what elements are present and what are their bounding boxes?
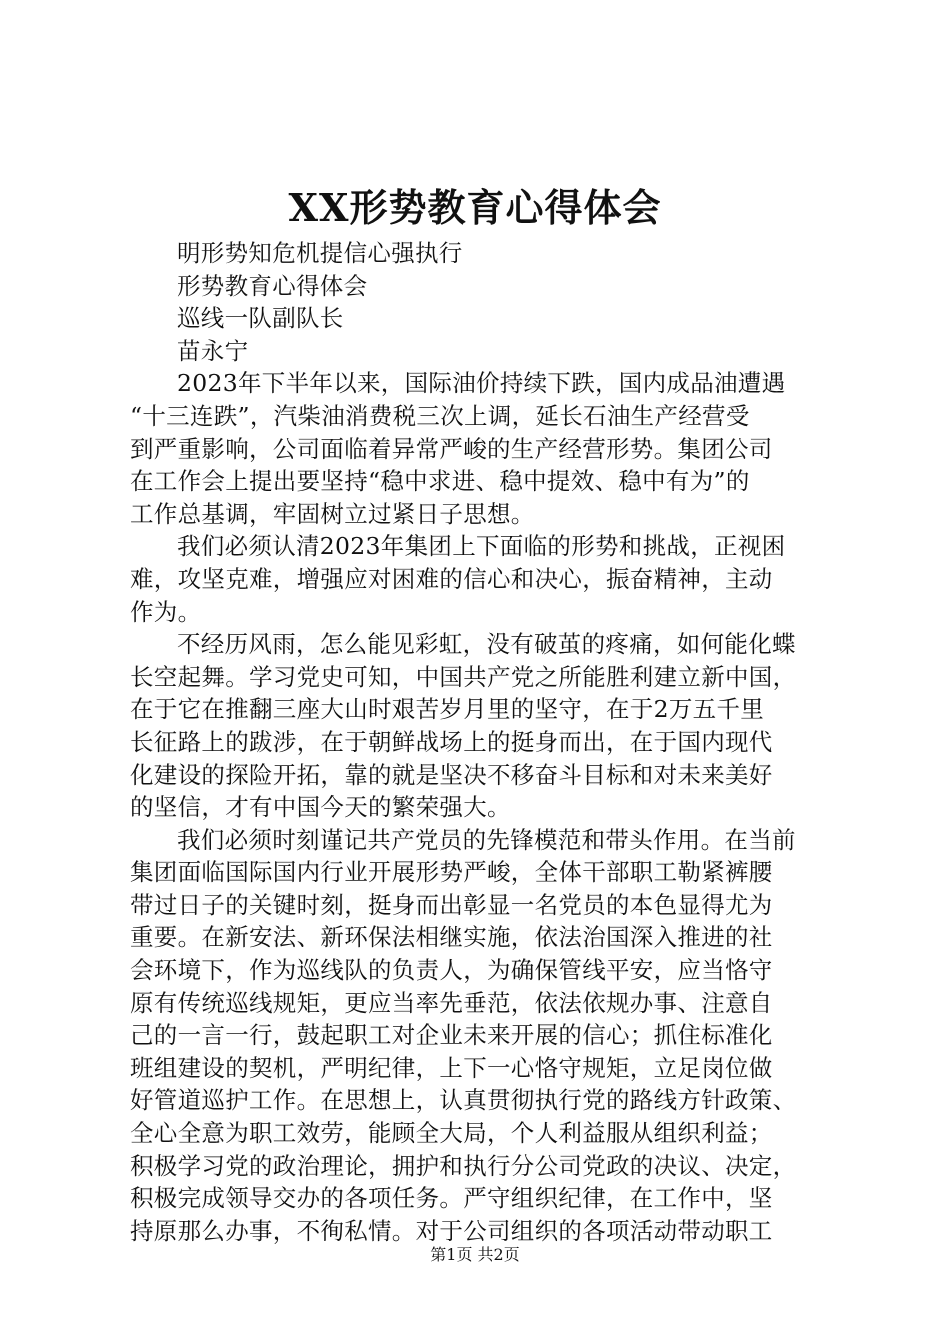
body-line: 巡线一队副队长: [177, 304, 344, 333]
body-line: 会环境下，作为巡线队的负责人，为确保管线平安，应当恪守: [130, 956, 773, 985]
body-line: 形势教育心得体会: [177, 271, 368, 300]
page-footer: 第1页 共2页: [430, 1245, 520, 1264]
body-line: 我们必须认清2023年集团上下面临的形势和挑战，正视困: [177, 532, 786, 561]
body-line: 己的一言一行，鼓起职工对企业未来开展的信心；抓住标准化: [130, 1021, 773, 1050]
document-body: [130, 237, 830, 1247]
body-line: 积极完成领导交办的各项任务。严守组织纪律，在工作中，坚: [130, 1184, 773, 1213]
body-line: 持原那么办事，不徇私情。对于公司组织的各项活动带动职工: [130, 1216, 773, 1245]
body-line: 到严重影响，公司面临着异常严峻的生产经营形势。集团公司: [130, 434, 773, 463]
body-line: 集团面临国际国内行业开展形势严峻，全体干部职工勒紧裤腰: [130, 858, 773, 887]
body-line: 明形势知危机提信心强执行: [177, 239, 463, 267]
body-line: 作为。: [130, 597, 202, 626]
body-line: 班组建设的契机，严明纪律，上下一心恪守规矩，立足岗位做: [130, 1053, 773, 1082]
body-line: 工作总基调，牢固树立过紧日子思想。: [130, 499, 535, 528]
body-line: 带过日子的关键时刻，挺身而出彰显一名党员的本色显得尤为: [130, 890, 773, 919]
body-line: 长征路上的跋涉，在于朝鲜战场上的挺身而出，在于国内现代: [130, 727, 773, 756]
body-line: 我们必须时刻谨记共产党员的先锋模范和带头作用。在当前: [177, 825, 796, 854]
body-line: 好管道巡护工作。在思想上，认真贯彻执行党的路线方针政策、: [130, 1086, 797, 1115]
body-line: 在工作会上提出要坚持“稳中求进、稳中提效、稳中有为”的: [130, 467, 750, 496]
body-line: 苗永宁: [177, 336, 249, 365]
body-line: 原有传统巡线规矩，更应当率先垂范，依法依规办事、注意自: [130, 988, 773, 1017]
body-line: 2023年下半年以来，国际油价持续下跌，国内成品油遭遇: [177, 369, 786, 398]
body-line: 化建设的探险开拓，靠的就是坚决不移奋斗目标和对未来美好: [130, 760, 773, 789]
body-line: 难，攻坚克难，增强应对困难的信心和决心，振奋精神，主动: [130, 564, 773, 593]
body-line: 积极学习党的政治理论，拥护和执行分公司党政的决议、决定，: [130, 1151, 797, 1180]
body-line: 在于它在推翻三座大山时艰苦岁月里的坚守，在于2万五千里: [130, 695, 765, 724]
body-line: 全心全意为职工效劳，能顾全大局，个人利益服从组织利益；: [130, 1119, 773, 1148]
document-title: XX形势教育心得体会: [288, 185, 662, 230]
body-line: 的坚信，才有中国今天的繁荣强大。: [130, 793, 511, 822]
body-line: 长空起舞。学习党史可知，中国共产党之所能胜利建立新中国，: [130, 662, 797, 691]
body-line: “十三连跌”，汽柴油消费税三次上调，延长石油生产经营受: [130, 401, 750, 430]
body-line: 重要。在新安法、新环保法相继实施，依法治国深入推进的社: [130, 923, 773, 952]
body-line: 不经历风雨，怎么能见彩虹，没有破茧的疼痛，如何能化蝶: [177, 630, 796, 659]
